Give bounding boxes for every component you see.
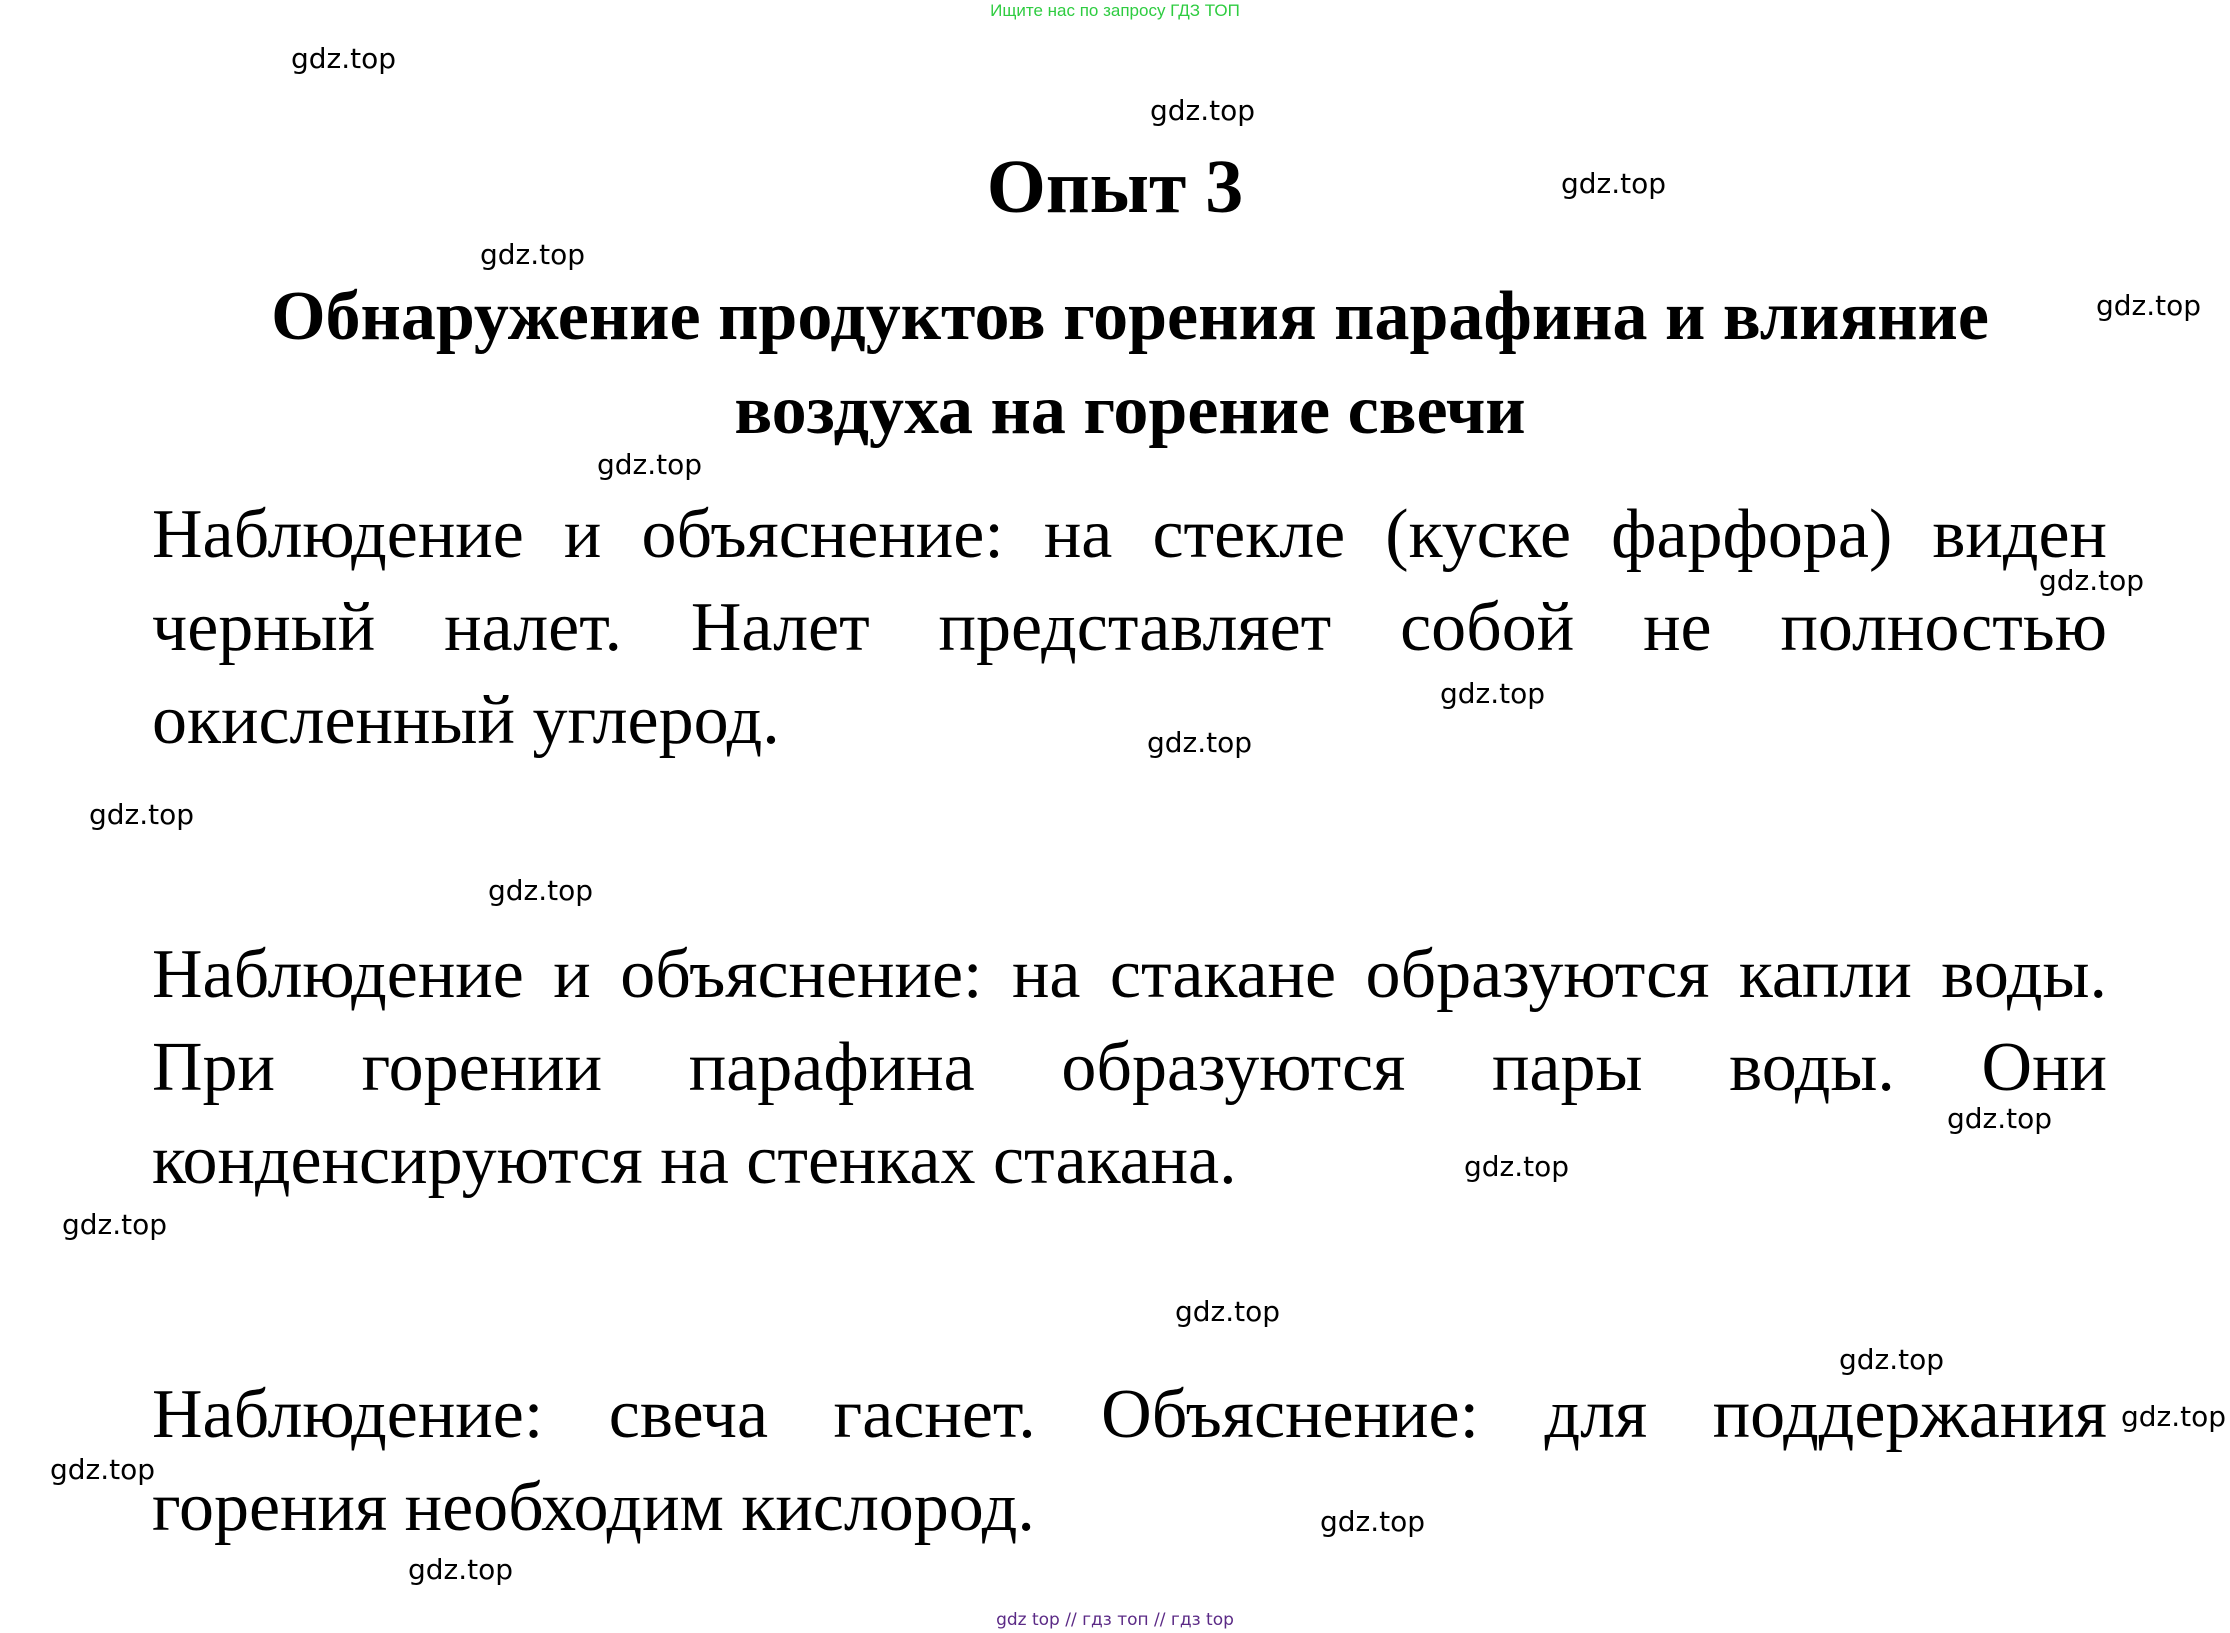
watermark: gdz.top [1464, 1150, 1570, 1183]
watermark: gdz.top [50, 1453, 156, 1486]
watermark: gdz.top [2121, 1400, 2227, 1433]
page-subtitle: Обнаружение продуктов горения парафина и влияние воздуха на горение свечи [271, 278, 1989, 449]
watermark: gdz.top [291, 42, 397, 75]
watermark: gdz.top [1839, 1343, 1945, 1376]
watermark: gdz.top [1147, 726, 1253, 759]
watermark: gdz.top [89, 798, 195, 831]
watermark: gdz.top [1175, 1295, 1281, 1328]
paragraph-3: Наблюдение: свеча гаснет. Объяснение: для поддержания горения необходим кислород. [152, 1376, 2107, 1546]
watermark: gdz.top [62, 1208, 168, 1241]
watermark: gdz.top [1947, 1102, 2053, 1135]
footer-watermark: gdz top // гдз топ // гдз top [996, 1610, 1234, 1630]
watermark: gdz.top [1320, 1505, 1426, 1538]
watermark: gdz.top [488, 874, 594, 907]
watermark: gdz.top [1561, 167, 1667, 200]
page-title: Опыт 3 [986, 145, 1244, 229]
paragraph-1: Наблюдение и объяснение: на стекле (куске фарфора) виден черный налет. Налет представляет собой не полностью окисленный углерод. [152, 496, 2107, 759]
watermark: gdz.top [2096, 289, 2202, 322]
top-banner: Ищите нас по запросу ГДЗ ТОП [990, 1, 1240, 20]
watermark: gdz.top [408, 1553, 514, 1586]
watermark: gdz.top [1150, 94, 1256, 127]
watermark: gdz.top [480, 238, 586, 271]
paragraph-2: Наблюдение и объяснение: на стакане образуются капли воды. При горении парафина образуются пары воды. Они конденсируются на стенках стакана. [152, 936, 2107, 1199]
watermark: gdz.top [2039, 564, 2145, 597]
watermark: gdz.top [1440, 677, 1546, 710]
watermark: gdz.top [597, 448, 703, 481]
